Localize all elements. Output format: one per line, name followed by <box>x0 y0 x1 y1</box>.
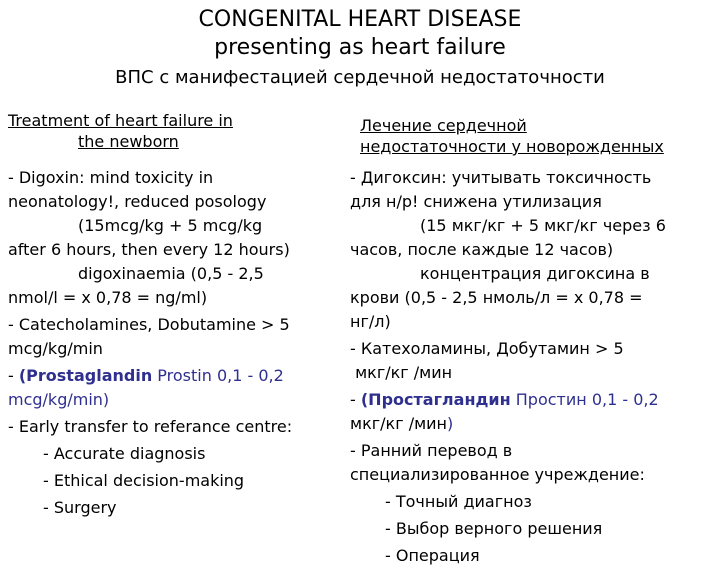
right-prosta-prefix: - <box>350 390 361 409</box>
left-heading-line2: the newborn <box>78 132 179 151</box>
right-prosta-line2b: ) <box>447 414 454 433</box>
right-item-surgery: - Операция <box>385 546 480 565</box>
left-prostaglandin-line1 <box>8 364 338 388</box>
right-digoxinaemia-line1: концентрация дигоксина в <box>420 264 650 283</box>
right-dose-line1: (15 мкг/кг + 5 мкг/кг через 6 <box>420 216 666 235</box>
title-line2: presenting as heart failure <box>214 35 506 60</box>
right-digoxin-line2: для н/р! снижена утилизация <box>350 192 602 211</box>
left-heading <box>8 110 338 152</box>
right-heading <box>360 115 712 157</box>
left-column <box>8 166 338 520</box>
left-item-ethical: - Ethical decision-making <box>43 471 245 490</box>
left-item-surgery: - Surgery <box>43 498 117 517</box>
right-prosta-rest: Простин 0,1 - 0,2 <box>510 390 659 409</box>
right-prostaglandin-line1 <box>350 388 712 412</box>
title-russian: ВПС с манифестацией сердечной недостаточности <box>115 67 605 88</box>
right-catechol-line2: мкг/кг /мин <box>350 363 453 382</box>
right-heading-line1: Лечение сердечной <box>360 116 527 135</box>
left-digoxin-line2: neonatology!, reduced posology <box>8 192 267 211</box>
right-digoxin-line1: - Дигоксин: учитывать токсичность <box>350 168 652 187</box>
left-digoxinaemia-line2: nmol/l = x 0,78 = ng/ml) <box>8 288 208 307</box>
left-heading-line1: Treatment of heart failure in <box>8 111 233 130</box>
left-catechol-line2: mcg/kg/min <box>8 339 103 358</box>
right-column <box>350 166 712 568</box>
right-transfer-line1: - Ранний перевод в <box>350 441 513 460</box>
right-prostaglandin-line2 <box>350 412 712 436</box>
right-item-decision: - Выбор верного решения <box>385 519 603 538</box>
left-transfer: - Early transfer to referance centre: <box>8 417 293 436</box>
right-catechol-line1: - Катехоламины, Добутамин > 5 <box>350 339 624 358</box>
left-prosta-prefix: - <box>8 366 19 385</box>
left-prosta-open: ( <box>18 366 27 385</box>
left-prosta-rest: Prostin 0,1 - 0,2 <box>152 366 284 385</box>
right-prosta-line2a: мкг/кг /мин <box>350 414 448 433</box>
right-prosta-bold: Простагландин <box>368 390 511 409</box>
right-item-diagnosis: - Точный диагноз <box>385 492 532 511</box>
right-dose-line2: часов, после каждые 12 часов) <box>350 240 614 259</box>
left-digoxinaemia-line1: digoxinaemia (0,5 - 2,5 <box>78 264 264 283</box>
left-item-diagnosis: - Accurate diagnosis <box>43 444 206 463</box>
left-prosta-bold: Prostaglandin <box>26 366 153 385</box>
left-dose-line1: (15mcg/kg + 5 mcg/kg <box>78 216 263 235</box>
left-digoxin-line1: - Digoxin: mind toxicity in <box>8 168 214 187</box>
right-digoxinaemia-line2: крови (0,5 - 2,5 нмоль/л = x 0,78 = <box>350 288 643 307</box>
title-line1: CONGENITAL HEART DISEASE <box>198 7 522 32</box>
left-prostaglandin-line2: mcg/kg/min) <box>8 390 110 409</box>
right-transfer-line2: специализированное учреждение: <box>350 465 645 484</box>
right-digoxinaemia-line3: нг/л) <box>350 312 391 331</box>
right-heading-line2: недостаточности у новорожденных <box>360 137 664 156</box>
right-prosta-open: ( <box>360 390 369 409</box>
left-catechol-line1: - Catecholamines, Dobutamine > 5 <box>8 315 290 334</box>
left-dose-line2: after 6 hours, then every 12 hours) <box>8 240 290 259</box>
